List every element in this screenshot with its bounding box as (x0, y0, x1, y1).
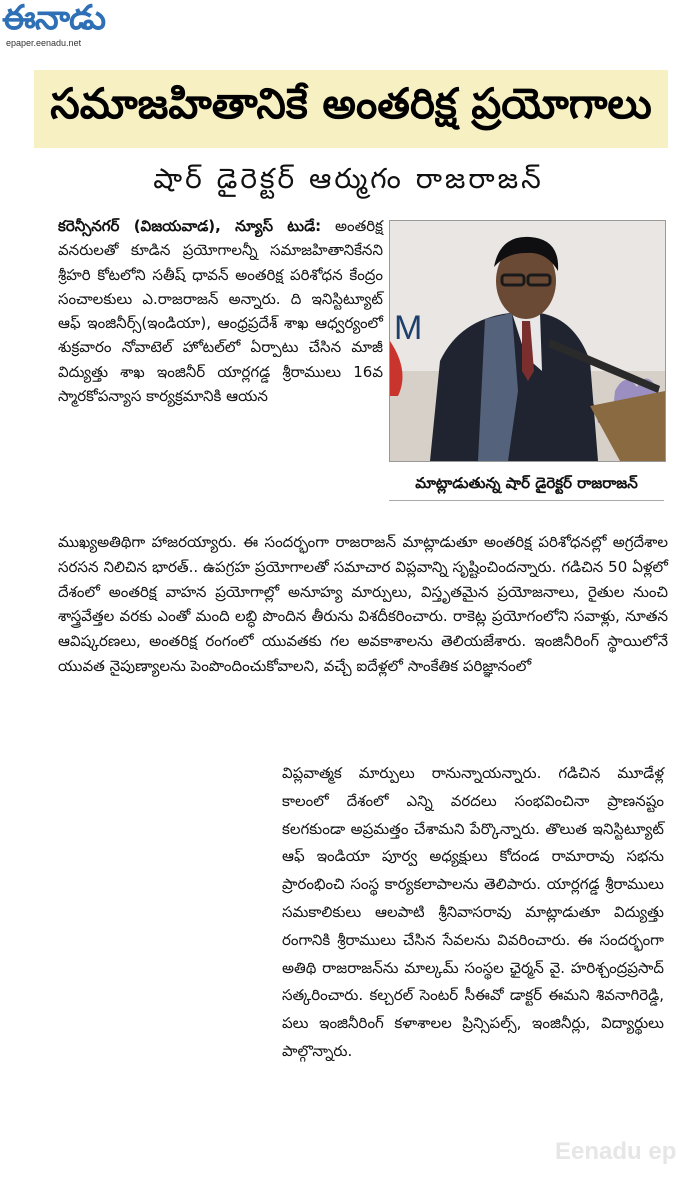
photo-caption-row (389, 470, 664, 501)
photo-caption: మాట్లాడుతున్న షార్ డైరెక్టర్ రాజరాజన్ (415, 474, 638, 492)
article-paragraph-2: ముఖ్యఅతిథిగా హాజరయ్యారు. ఈ సందర్భంగా రాజరాజన్ మాట్లాడుతూ అంతరిక్ష పరిశోధనల్లో అగ్రదేశాల సరసన నిలిచిన భారత్.. ఉపగ్రహ ప్రయోగాలతో సమాచార విప్లవాన్ని సృష్టించిందన్నారు. గడిచిన 50 ఏళ్లలో దేశంలో అంతరిక్ష వాహన ప్రయోగాల్లో అనూహ్య మార్పులు, విస్తృతమైన ప్రయోజనాలు, రైతుల నుంచి శాస్త్రవేత్తల వరకు ఎంతో మంది లబ్ధి పొందిన తీరును విశదీకరించారు. రాకెట్ల ప్రయోగంలోని సవాళ్లు, నూతన ఆవిష్కరణలు, అంతరిక్ష రంగంలో యువతకు గల అవకాశాలను తెలియజేశారు. ఇంజినీరింగ్ స్థాయిలోనే యువత నైపుణ్యాలను పెంపొందించుకోవాలని, వచ్చే ఐదేళ్లలో సాంకేతిక పరిజ్ఞానంలో (58, 533, 668, 675)
logo-wordmark: ఈనాడు (2, 0, 106, 38)
speaker-photo (389, 220, 666, 462)
article-column-upper (58, 214, 383, 408)
article-column-full (58, 530, 668, 679)
headline-box (34, 70, 668, 148)
watermark: Eenadu ep (555, 1138, 677, 1165)
subhead-row (0, 160, 697, 204)
headline: సమాజహితానికే అంతరిక్ష ప్రయోగాలు (50, 79, 652, 128)
backdrop-letter-m: M (394, 309, 423, 347)
epaper-url: epaper.eenadu.net (6, 38, 82, 48)
eenadu-logo[interactable] (2, 0, 142, 52)
article-column-lower (282, 760, 664, 1066)
speaker-photo-illustration (390, 221, 665, 461)
article-paragraph-1 (58, 214, 383, 408)
article-text-1: అంతరిక్ష వనరులతో కూడిన ప్రయోగాలన్నీ సమాజహితానికేనని శ్రీహరి కోటలోని సతీష్ ధావన్ అంతరిక్ష పరిశోధన కేంద్రం సంచాలకులు ఎ.రాజరాజన్ అన్నారు. ది ఇనిస్టిట్యూట్ ఆఫ్ ఇంజినీర్స్(ఇండియా), ఆంధ్రప్రదేశ్ శాఖ ఆధ్వర్యంలో శుక్రవారం నోవాటెల్ హోటల్‌లో ఏర్పాటు చేసిన మాజీ విద్యుత్తు శాఖ ఇంజినీర్ యార్లగడ్డ శ్రీరాములు 16వ స్మారకోపన్యాస కార్యక్రమానికి ఆయన (58, 217, 383, 406)
article-paragraph-3: విప్లవాత్మక మార్పులు రానున్నాయన్నారు. గడిచిన మూడేళ్ల కాలంలో దేశంలో ఎన్ని వరదలు సంభవించినా ప్రాణనష్టం కలగకుండా అప్రమత్తం చేశామని పేర్కొన్నారు. తొలుత ఇనిస్టిట్యూట్ ఆఫ్ ఇండియా పూర్వ అధ్యక్షులు కోదండ రామారావు సభను ప్రారంభించి సంస్థ కార్యకలాపాలను తెలిపారు. యార్లగడ్డ శ్రీరాములు సమకాలికులు ఆలపాటి శ్రీనివాసరావు మాట్లాడుతూ విద్యుత్తు రంగానికి శ్రీరాములు చేసిన సేవలను వివరించారు. ఈ సందర్భంగా అతిథి రాజరాజన్‌ను మాల్కమ్ సంస్థల ఛైర్మన్ వై. హరిశ్చంద్రప్రసాద్ సత్కరించారు. కల్చరల్ సెంటర్ సీఈవో డాక్టర్ ఈమని శివనాగిరెడ్డి, పలు ఇంజినీరింగ్ కళాశాలల ప్రిన్సిపల్స్, ఇంజినీర్లు, విద్యార్థులు పాల్గొన్నారు. (282, 764, 664, 1060)
subhead: షార్ డైరెక్టర్ ఆర్ముగం రాజరాజన్ (153, 162, 544, 195)
dateline: కరెన్సీనగర్ (విజయవాడ), న్యూస్ టుడే: (58, 217, 322, 235)
